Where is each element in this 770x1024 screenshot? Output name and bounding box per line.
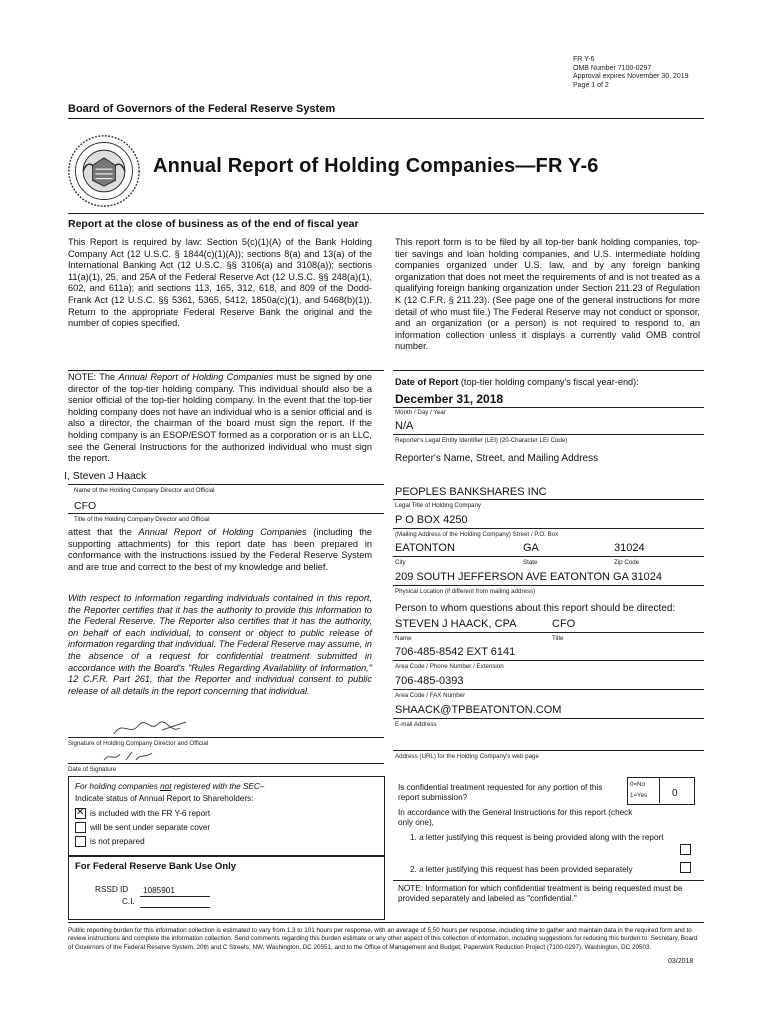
zip-value[interactable]: 31024	[614, 542, 645, 554]
rssd-label: RSSD ID	[95, 885, 129, 894]
contact-name[interactable]: STEVEN J HAACK, CPA	[395, 618, 517, 630]
title-rule	[68, 213, 704, 214]
confidential-option-2-label: 2. a letter justifying this request has been provided separately	[410, 865, 633, 874]
confidential-option-2-checkbox[interactable]	[680, 862, 691, 873]
reporter-address-heading: Reporter's Name, Street, and Mailing Address	[395, 453, 599, 464]
mailing-address-label: (Mailing Address of the Holding Company) Street / P.O. Box	[395, 531, 559, 538]
fax-value[interactable]: 706-485-0393	[395, 675, 464, 687]
individuals-certification-paragraph: With respect to information regarding individuals contained in this report, the Reporter certifies that it has the authority to provide this information to the Federal Reserve. The Reporter also certifies that it has the authority, on behalf of each individual, to consent or object to public release of information regarding that individual. The Federal Reserve may assume, in the absence of a request for confidential treatment submitted in accordance with the Board's "Rules Regarding Availability of Information," 12 C.F.R. Part 261, that the Reporter and individual consent to public release of all details in the report concerning that individual.	[68, 593, 372, 696]
fax-line	[393, 689, 704, 690]
frb-use-heading: For Federal Reserve Bank Use Only	[75, 861, 237, 872]
legal-authority-paragraph: This Report is required by law: Section 5(c)(1)(A) of the Bank Holding Company Act (12 U.S.C. § 1844(c)(1)(A)); sections 8(a) and 13(a) of the International Banking Act (12 U.S.C. §§ 3106(a) and 3108(a)); sections 11(a)(1), 25, and 25A of the Federal Reserve Act (12 U.S.C. §§ 248(a)(1), 602, and 611a); and sections 113, 165, 312, 618, and 809 of the Dodd-Frank Act (12 U.S.C. §§ 5361, 5365, 5412, 1850a(c)(1), and 5468(b)(1)). Return to the appropriate Federal Reserve Bank the original and the number of copies specified.	[68, 237, 372, 329]
lei-value[interactable]: N/A	[395, 420, 414, 432]
form-revision-date: 03/2018	[668, 958, 694, 965]
date-of-report-value[interactable]: December 31, 2018	[395, 392, 504, 406]
phone-label: Area Code / Phone Number / Extension	[395, 663, 504, 670]
signer-name-label: Name of the Holding Company Director and Official	[74, 487, 215, 494]
signature-line[interactable]	[68, 737, 384, 738]
signature-note: NOTE: The Annual Report of Holding Companies must be signed by one director of the top-tier holding company. This individual should also be a senior official of the top-tier holding company. In the event that the top-tier holding company does not have an individual who is a senior official and is also a director, the chairman of the board must sign the report. If the holding company is an ESOP/ESOT formed as a corporation or is an LLC, see the General Instructions for the authorized individual who must sign the report.	[68, 372, 372, 464]
state-value[interactable]: GA	[523, 542, 539, 554]
form-id: FR Y-6	[573, 56, 595, 63]
physical-location-label: Physical Location (if different from mailing address)	[395, 588, 536, 595]
confidential-note-rule	[393, 880, 704, 881]
ci-line	[140, 907, 210, 908]
city-label: City	[395, 559, 406, 566]
date-rule	[393, 370, 704, 371]
mailing-address[interactable]: P O BOX 4250	[395, 514, 468, 526]
confidential-note: NOTE: Information for which confidential treatment is being requested must be provided separately and labeled as "confidential."	[398, 884, 683, 903]
confidential-yes-option: 1=Yes	[630, 792, 648, 799]
page-title: Annual Report of Holding Companies—FR Y-6	[153, 155, 599, 177]
state-label: State	[523, 559, 538, 566]
confidential-answer-divider	[659, 777, 660, 803]
lei-line	[393, 434, 704, 435]
burden-statement: Public reporting burden for this information collection is estimated to vary from 1.3 to 101 hours per response, with an average of 5.50 hours per response, including time to gather and maintain data in the required form and to review instructions and complete the information collection. Send comments regarding this burden estimate or any other aspect of this collection of information, including suggestions for reducing this burden to: Secretary, Board of Governors of the Federal Reserve System, 20th and C Streets, NW, Washington, DC 20551, and to the Office of Management and Budget, Paperwork Reduction Project (7100-0297), Washington, DC 20503.	[68, 927, 698, 951]
lei-label: Reporter's Legal Entity Identifier (LEI) (20-Character LEI Code)	[395, 437, 568, 444]
footer-rule	[68, 922, 704, 923]
date-of-signature-label: Date of Signature	[68, 766, 117, 773]
date-signature-scribble-icon	[100, 748, 160, 764]
page-number: Page 1 of 2	[573, 81, 609, 89]
url-label: Address (URL) for the Holding Company's web page	[395, 753, 539, 760]
contact-name-label: Name	[395, 635, 412, 642]
city-line	[393, 556, 704, 557]
filer-requirements-paragraph: This report form is to be filed by all top-tier bank holding companies, top-tier savings and loan holding companies, and U.S. intermediate holding companies organized under U.S. law, and by any foreign banking organization that does not meet the requirements of and is not treated as a qualifying foreign banking organization under Section 211.23 of Regulation K (12 C.F.R. § 211.23). (See page one of the general instructions for more detail of who must file.) The Federal Reserve may not conduct or sponsor, and an organization (or a person) is not required to respond to, an information collection unless it displays a currently valid OMB control number.	[395, 237, 700, 352]
contact-title[interactable]: CFO	[552, 618, 576, 630]
approval-expiry: Approval expires November 30, 2019	[573, 73, 689, 80]
shareholders-included-label: is included with the FR Y-6 report	[90, 809, 211, 818]
company-name[interactable]: PEOPLES BANKSHARES INC	[395, 486, 547, 498]
fax-label: Area Code / FAX Number	[395, 692, 466, 699]
date-of-report-label: Month / Day / Year	[395, 409, 446, 416]
signer-title-label: Title of the Holding Company Director and Official	[74, 516, 210, 523]
header-rule	[68, 118, 704, 119]
contact-title-label: Title	[552, 635, 564, 642]
email-value[interactable]: SHAACK@TPBEATONTON.COM	[395, 704, 562, 716]
shareholders-heading-2: Indicate status of Annual Report to Shareholders:	[75, 794, 254, 803]
contact-heading: Person to whom questions about this report should be directed:	[395, 603, 676, 614]
rssd-line	[140, 896, 210, 897]
company-name-label: Legal Title of Holding Company	[395, 502, 481, 509]
shareholders-separate-checkbox[interactable]	[75, 822, 86, 833]
form-header-info	[573, 56, 689, 90]
city-value[interactable]: EATONTON	[395, 542, 455, 554]
confidential-instructions: In accordance with the General Instructions for this report (check only one),	[398, 808, 633, 827]
note-rule	[68, 370, 384, 371]
date-of-report-line	[393, 407, 704, 408]
shareholders-not-prepared-checkbox[interactable]	[75, 836, 86, 847]
signature-label: Signature of Holding Company Director and Official	[68, 740, 209, 747]
shareholders-heading: For holding companies not registered with the SEC–	[75, 782, 265, 791]
zip-label: Zip Code	[614, 559, 640, 566]
signer-name[interactable]: I, Steven J Haack	[64, 470, 147, 482]
email-label: E-mail Address	[395, 721, 437, 728]
federal-reserve-seal-icon	[66, 133, 142, 209]
physical-location-line	[393, 585, 704, 586]
phone-line	[393, 660, 704, 661]
signer-title-line	[68, 513, 384, 514]
confidential-no-option: 0=No	[630, 781, 645, 788]
email-line	[393, 718, 704, 719]
confidential-answer-value[interactable]: 0	[672, 788, 678, 799]
board-name: Board of Governors of the Federal Reserve System	[68, 103, 336, 115]
signer-title[interactable]: CFO	[74, 500, 97, 512]
omb-number: OMB Number 7100-0297	[573, 64, 652, 72]
date-of-signature-line[interactable]	[68, 763, 384, 764]
signer-name-line	[68, 484, 384, 485]
attestation-paragraph: attest that the Annual Report of Holding Companies (including the supporting attachments) for this report date has been prepared in conformance with the instructions issued by the Federal Reserve System and are true and correct to the best of my knowledge and belief.	[68, 527, 373, 572]
shareholders-separate-label: will be sent under separate cover	[90, 823, 211, 832]
shareholders-not-prepared-label: is not prepared	[90, 837, 145, 846]
phone-value[interactable]: 706-485-8542 EXT 6141	[395, 646, 516, 658]
company-name-line	[393, 499, 704, 500]
report-subtitle: Report at the close of business as of the end of fiscal year	[68, 218, 359, 230]
ci-label: C.I.	[122, 897, 135, 906]
date-of-report-heading: Date of Report (top-tier holding company's fiscal year-end):	[395, 377, 639, 387]
physical-location[interactable]: 209 SOUTH JEFFERSON AVE EATONTON GA 31024	[395, 571, 662, 583]
mailing-address-line	[393, 528, 704, 529]
shareholders-included-checkbox[interactable]	[75, 808, 86, 819]
confidential-question: Is confidential treatment requested for any portion of this report submission?	[398, 783, 603, 802]
url-line[interactable]	[393, 750, 704, 751]
confidential-option-1-checkbox[interactable]	[680, 844, 691, 855]
contact-name-line	[393, 632, 704, 633]
rssd-value: 1085901	[143, 886, 175, 895]
confidential-option-1-label: 1. a letter justifying this request is being provided along with the report	[410, 833, 664, 842]
